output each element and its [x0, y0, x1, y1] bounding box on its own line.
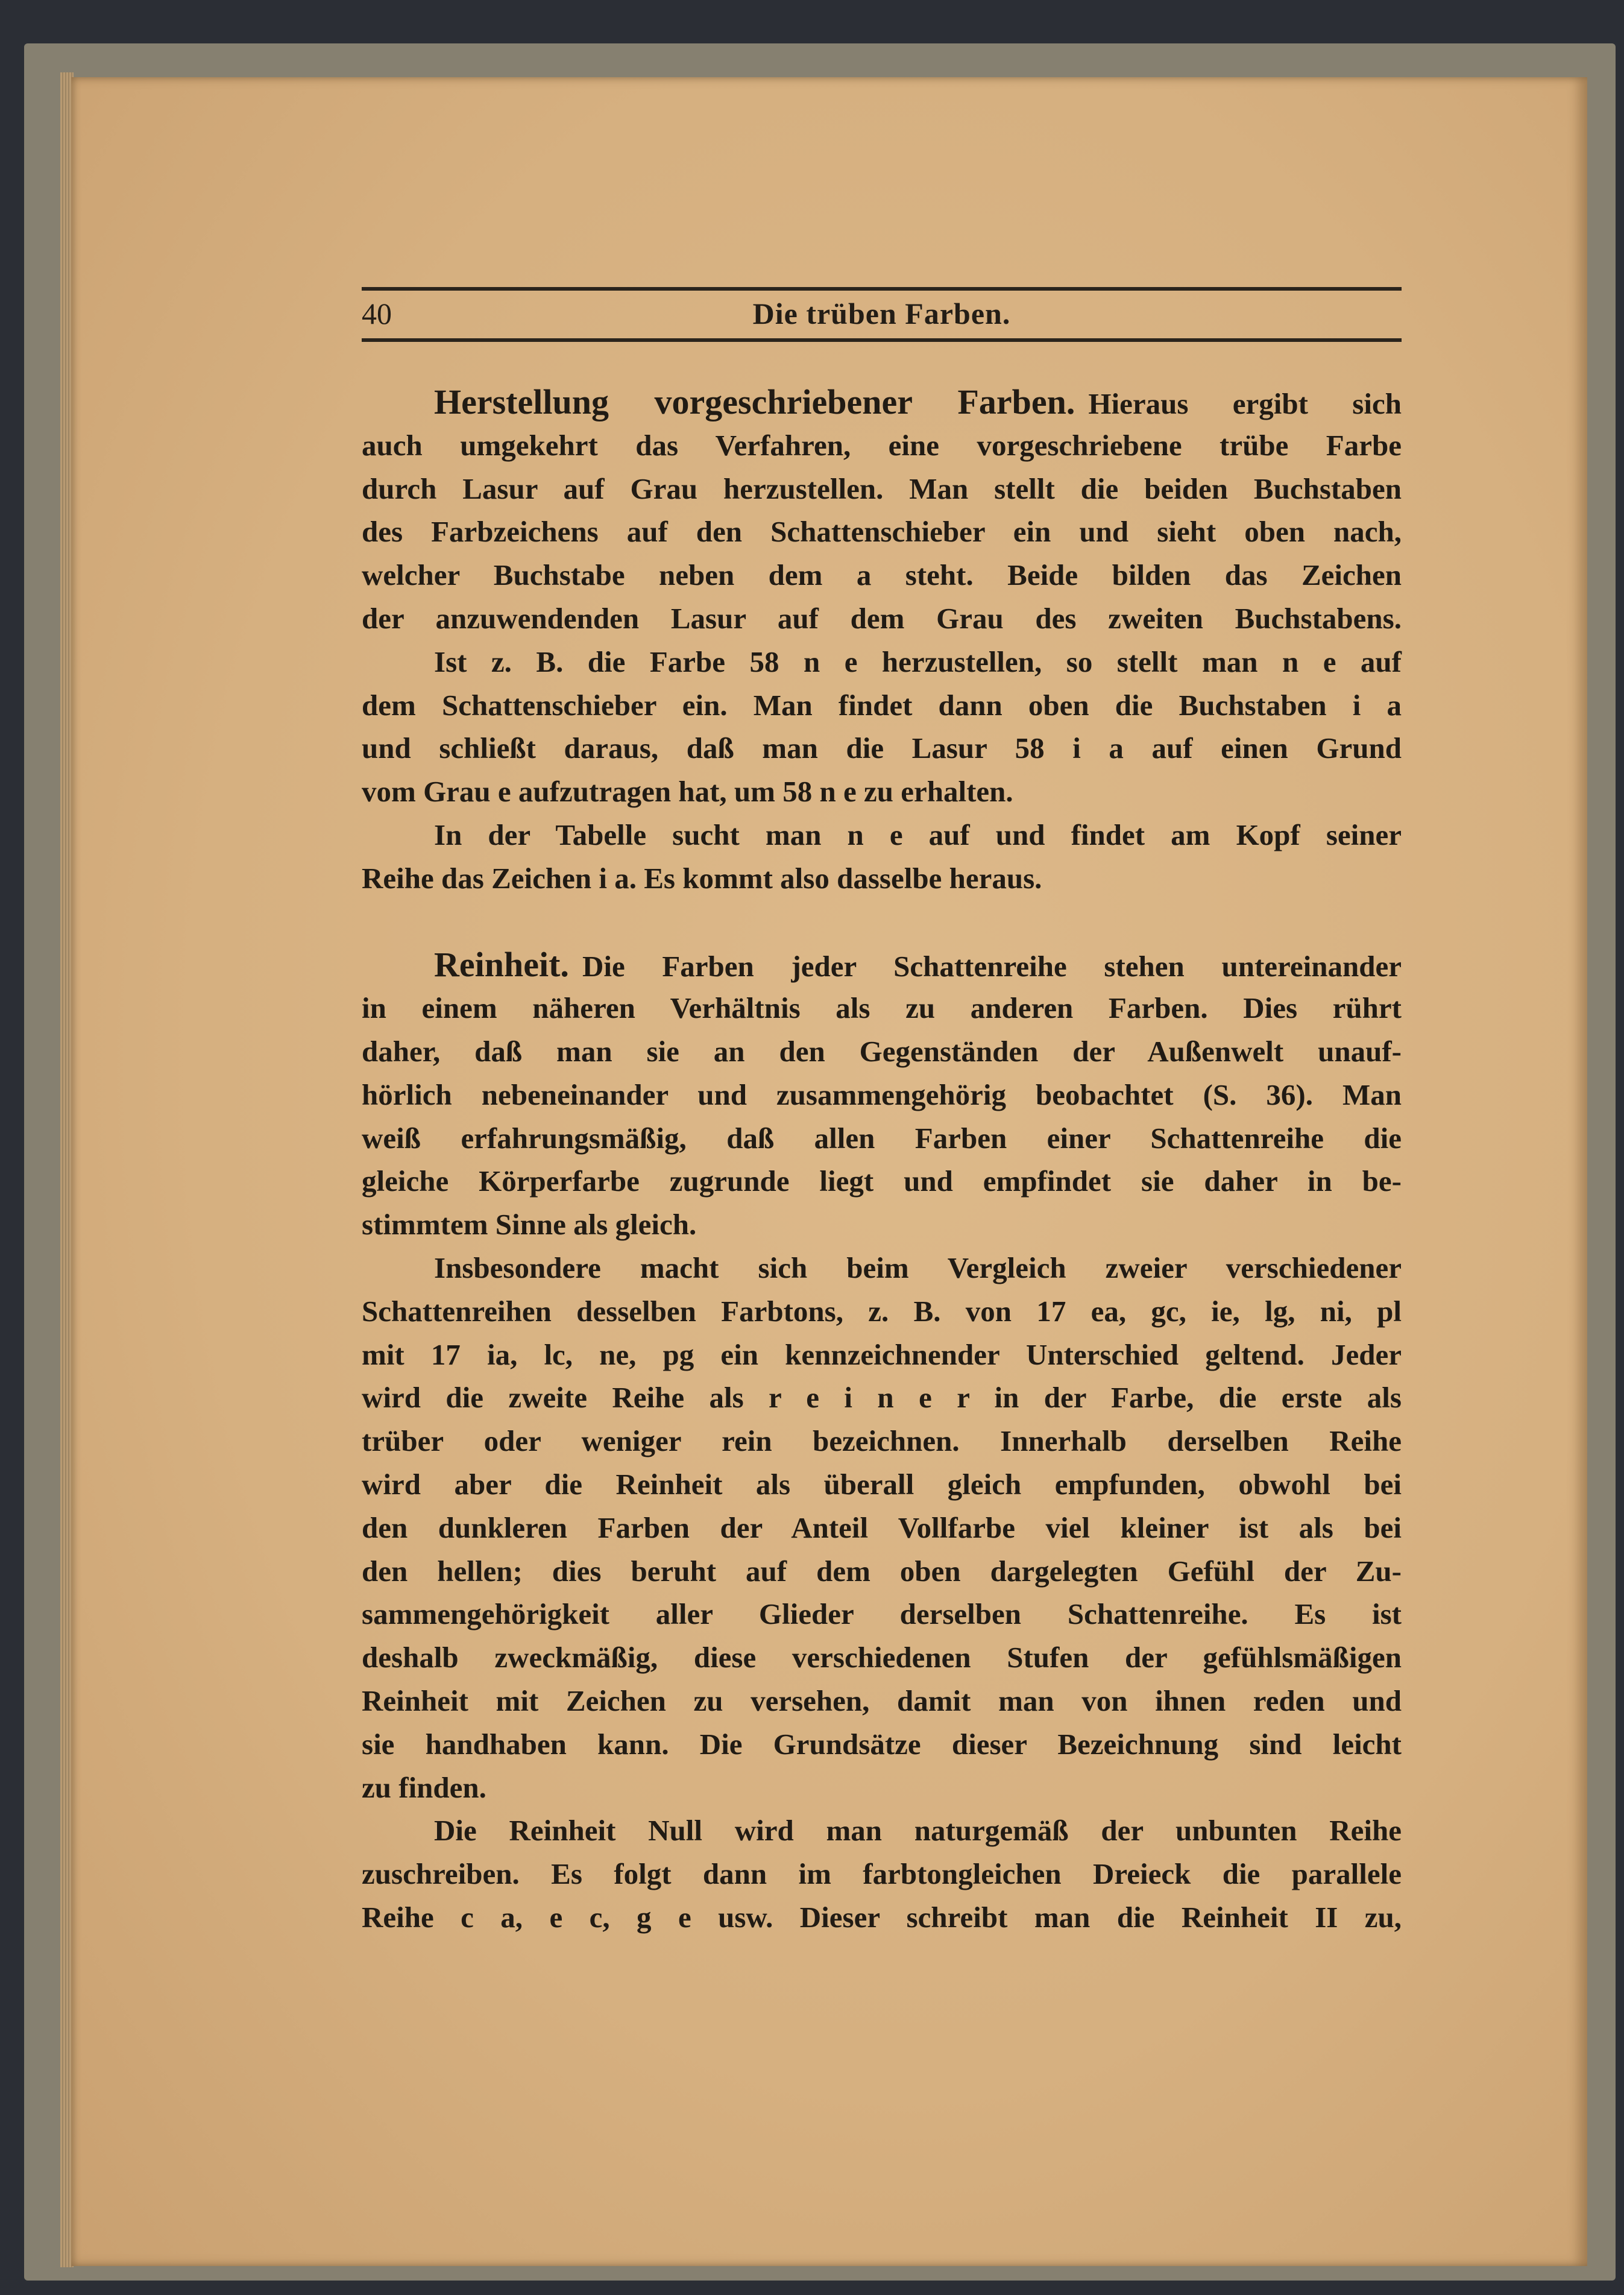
- text-line: wird aber die Reinheit als überall gleich empfunden, obwohl bei: [362, 1467, 1402, 1501]
- text-line: Reihe das Zeichen i a. Es kommt also dasselbe heraus.: [362, 861, 1042, 895]
- text-line: wird die zweite Reihe als r e i n e r in der Farbe, die erste als: [362, 1381, 1402, 1415]
- text-line: und schließt daraus, daß man die Lasur 58 i a auf einen Grund: [362, 731, 1402, 765]
- header-rule-top: [362, 287, 1402, 291]
- text-line: vom Grau e aufzutragen hat, um 58 n e zu erhalten.: [362, 775, 1013, 809]
- text-line: Die Reinheit Null wird man naturgemäß der unbunten Reihe: [434, 1814, 1402, 1848]
- text-line: hörlich nebeneinander und zusammengehörig beobachtet (S. 36). Man: [362, 1078, 1402, 1111]
- text-line: deshalb zweckmäßig, diese verschiedenen Stufen der gefühlsmäßigen: [362, 1641, 1402, 1675]
- text-line: Reinheit mit Zeichen zu versehen, damit man von ihnen reden und: [362, 1684, 1402, 1717]
- page-number: 40: [362, 297, 392, 330]
- text-line: daher, daß man sie an den Gegenständen der Außenwelt unauf-: [362, 1034, 1402, 1068]
- text-line: der anzuwendenden Lasur auf dem Grau des zweiten Buchstabens.: [362, 601, 1402, 635]
- text-line: sammengehörigkeit aller Glieder derselben Schattenreihe. Es ist: [362, 1597, 1402, 1631]
- running-title: Die trüben Farben.: [752, 297, 1011, 330]
- text-line: weiß erfahrungsmäßig, daß allen Farben einer Schattenreihe die: [362, 1121, 1402, 1155]
- text-line: den dunkleren Farben der Anteil Vollfarbe viel kleiner ist als bei: [362, 1511, 1402, 1544]
- text-line: mit 17 ia, lc, ne, pg ein kennzeichnender Unterschied geltend. Jeder: [362, 1337, 1402, 1371]
- text-line: Reihe c a, e c, g e usw. Dieser schreibt man die Reinheit II zu,: [362, 1900, 1402, 1934]
- header-rule-bottom: [362, 338, 1402, 342]
- text-line: durch Lasur auf Grau herzustellen. Man stellt die beiden Buchstaben: [362, 472, 1402, 505]
- text-line: Ist z. B. die Farbe 58 n e herzustellen, so stellt man n e auf: [434, 645, 1402, 678]
- text-line: auch umgekehrt das Verfahren, eine vorgeschriebene trübe Farbe: [362, 428, 1402, 462]
- text-line: sie handhaben kann. Die Grundsätze dieser Bezeichnung sind leicht: [362, 1727, 1402, 1761]
- line-text: Die Farben jeder Schattenreihe stehen untereinander: [582, 950, 1402, 983]
- text-line: welcher Buchstabe neben dem a steht. Beide bilden das Zeichen: [362, 558, 1402, 592]
- section-heading: Herstellung vorgeschriebener Farben.: [434, 382, 1075, 421]
- section-heading: Reinheit.: [434, 945, 569, 985]
- text-line: dem Schattenschieber ein. Man findet dann oben die Buchstaben i a: [362, 688, 1402, 722]
- text-line: Insbesondere macht sich beim Vergleich zweier verschiedener: [434, 1251, 1402, 1284]
- line-text: Hieraus ergibt sich: [1088, 387, 1402, 420]
- text-line: in einem näheren Verhältnis als zu anderen Farben. Dies rührt: [362, 991, 1402, 1025]
- text-line: zuschreiben. Es folgt dann im farbtongleichen Dreieck die parallele: [362, 1857, 1402, 1891]
- text-line: [362, 943, 1402, 987]
- body-text: [362, 380, 1402, 1939]
- text-line: zu finden.: [362, 1770, 486, 1804]
- text-line: den hellen; dies beruht auf dem oben dargelegten Gefühl der Zu-: [362, 1554, 1402, 1588]
- text-line: stimmtem Sinne als gleich.: [362, 1208, 697, 1242]
- text-line: Schattenreihen desselben Farbtons, z. B. von 17 ea, gc, ie, lg, ni, pl: [362, 1294, 1402, 1328]
- text-line: [362, 380, 1402, 424]
- text-line: In der Tabelle sucht man n e auf und findet am Kopf seiner: [434, 818, 1402, 851]
- text-line: des Farbzeichens auf den Schattenschieber ein und sieht oben nach,: [362, 515, 1402, 549]
- text-line: gleiche Körperfarbe zugrunde liegt und empfindet sie daher in be-: [362, 1164, 1402, 1198]
- text-line: trüber oder weniger rein bezeichnen. Innerhalb derselben Reihe: [362, 1424, 1402, 1458]
